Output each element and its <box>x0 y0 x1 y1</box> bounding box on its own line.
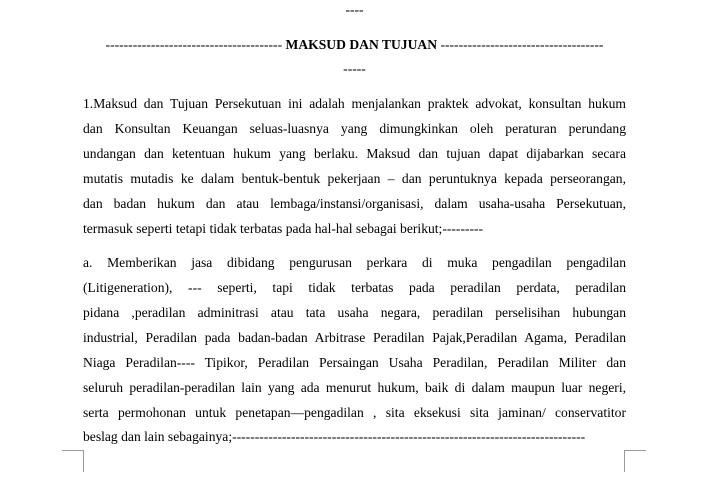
paragraph2-line: Niaga Peradilan---- Tipikor, Peradilan Persaingan Usaha Peradilan, Peradilan Militer dan <box>83 355 626 370</box>
paragraph2-line: (Litigeneration), --- seperti, tapi tidak terbatas pada peradilan perdata, peradilan <box>83 280 626 295</box>
paragraph1-line: termasuk seperti tetapi tidak terbatas pada hal-hal sebagai berikut;--------- <box>83 221 484 236</box>
paragraph2-line: serta permohonan untuk penetapan—pengadilan , sita eksekusi sita jaminan/ conservatitor <box>83 405 626 420</box>
heading-right-dashes: ------------------------------------ <box>440 37 604 52</box>
paragraph1-line: undangan dan ketentuan hukum yang berlaku. Maksud dan tujuan dapat dijabarkan secara <box>83 146 626 161</box>
heading-left-dashes: --------------------------------------- <box>105 37 283 52</box>
paragraph2-line: pidana ,peradilan adminitrasi atau tata usaha negara, peradilan perselisihan hubungan <box>83 305 626 320</box>
paragraph1-line: mutatis mutadis ke dalam bentuk-bentuk pekerjaan – dan peruntuknya kepada perseorangan, <box>83 171 626 186</box>
margin-corner-mark-right <box>624 450 646 472</box>
section-heading <box>83 37 626 53</box>
top-dashes: ---- <box>345 2 364 17</box>
paragraph2-line: beslag dan lain sebagainya;------------------------------------------------------------------------------ <box>83 429 586 444</box>
paragraph1-line: 1.Maksud dan Tujuan Persekutuan ini adalah menjalankan praktek advokat, konsultan hukum <box>83 96 626 111</box>
margin-corner-mark-left <box>62 450 84 472</box>
heading-continuation: ----- <box>343 61 366 76</box>
paragraph2-line: seluruh peradilan-peradilan lain yang ada menurut hukum, baik di dalam maupun luar negeri, <box>83 380 626 395</box>
paragraph2-line: industrial, Peradilan pada badan-badan Arbitrase Peradilan Pajak,Peradilan Agama, Peradilan <box>83 330 626 345</box>
heading-title: MAKSUD DAN TUJUAN <box>285 37 438 52</box>
paragraph1-line: dan badan hukum dan atau lembaga/instansi/organisasi, dalam usaha-usaha Persekutuan, <box>83 196 626 211</box>
paragraph1-line: dan Konsultan Keuangan seluas-luasnya yang dimungkinkan oleh peraturan perundang <box>83 121 626 136</box>
paragraph2-line: a. Memberikan jasa dibidang pengurusan perkara di muka pengadilan pengadilan <box>83 255 626 270</box>
